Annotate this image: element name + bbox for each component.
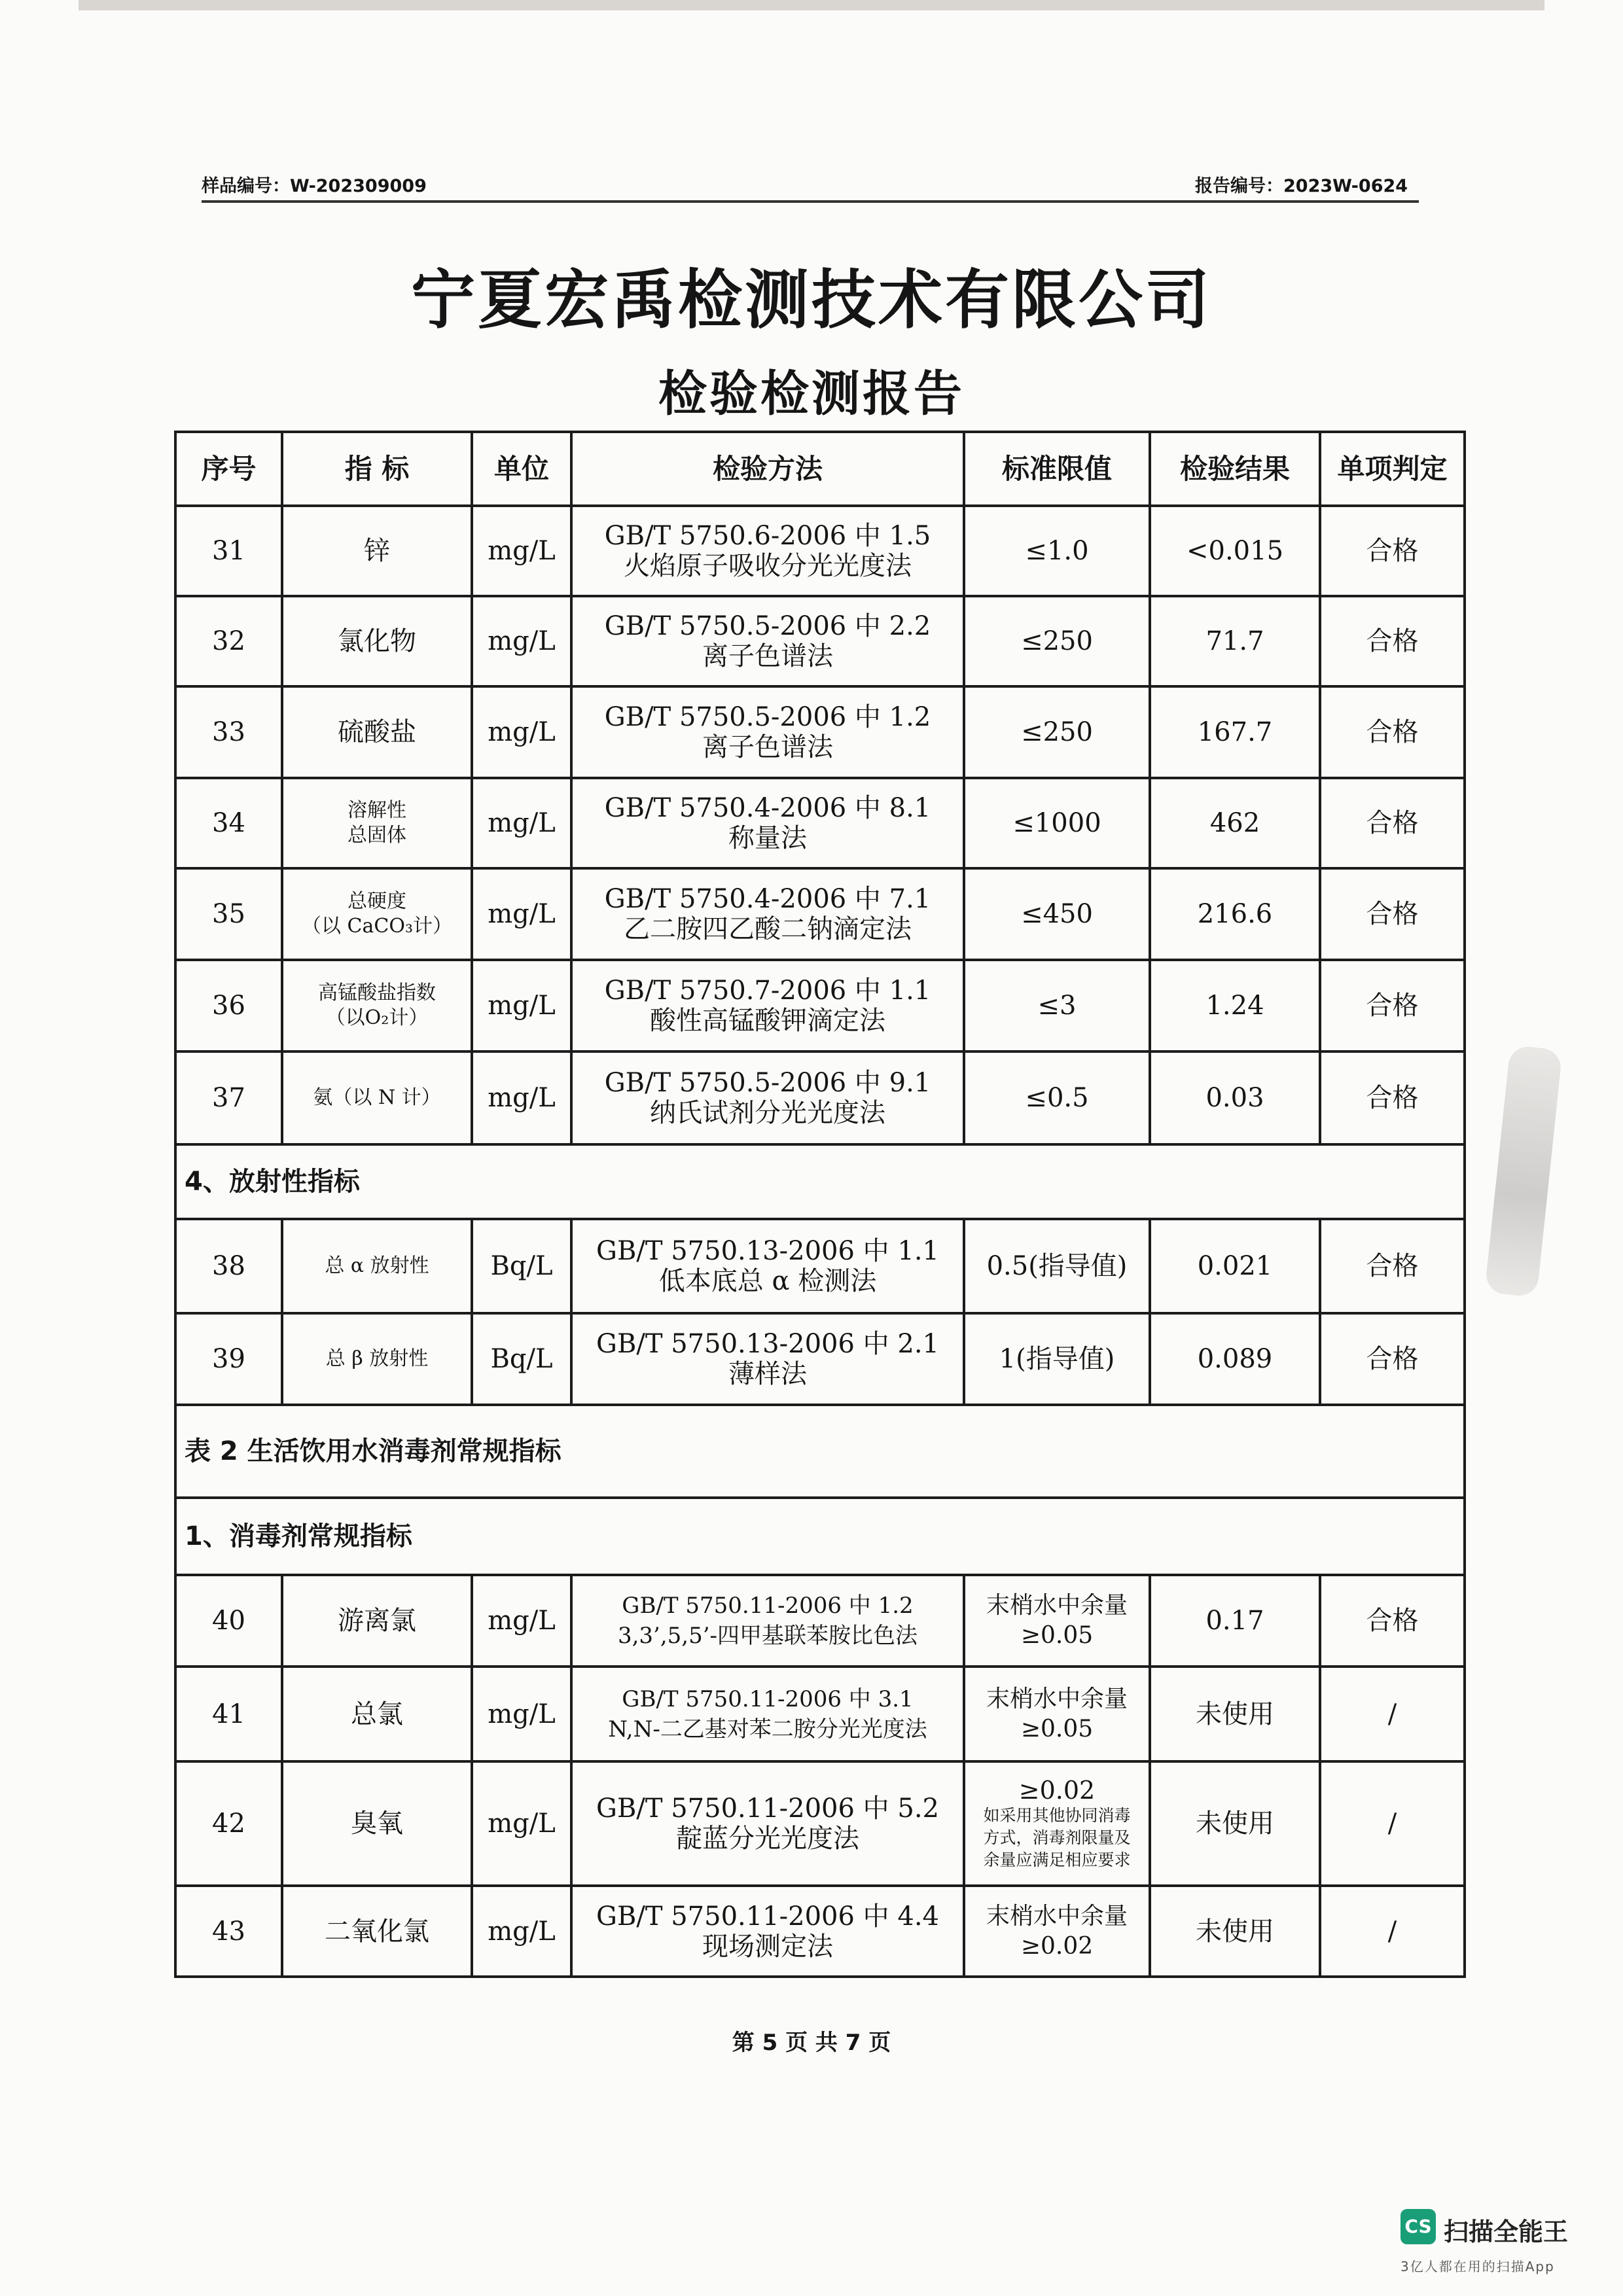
cell-no: 41: [175, 1667, 282, 1761]
cell-item: 锌: [282, 506, 472, 596]
cell-unit: mg/L: [472, 960, 571, 1051]
cell-limit: ≤3: [964, 960, 1150, 1051]
cell-method: GB/T 5750.6-2006 中 1.5 火焰原子吸收分光光度法: [571, 506, 964, 596]
cell-item: 总硬度 （以 CaCO₃计）: [282, 868, 472, 960]
table-row: [175, 686, 1465, 778]
cell-no: 33: [175, 686, 282, 778]
table-row: [175, 1886, 1465, 1977]
col-header-result: 检验结果: [1150, 432, 1320, 506]
cell-judgement: 合格: [1320, 868, 1465, 960]
cell-no: 43: [175, 1886, 282, 1977]
cell-result: <0.015: [1150, 506, 1320, 596]
table-row: [175, 1219, 1465, 1313]
table-row: [175, 960, 1465, 1051]
cell-method: GB/T 5750.11-2006 中 5.2 靛蓝分光光度法: [571, 1761, 964, 1886]
col-header-judgement: 单项判定: [1320, 432, 1465, 506]
cell-limit: ≤1000: [964, 778, 1150, 868]
cell-no: 40: [175, 1575, 282, 1667]
cell-method: GB/T 5750.11-2006 中 3.1 N,N-二乙基对苯二胺分光光度法: [571, 1667, 964, 1761]
cell-unit: mg/L: [472, 868, 571, 960]
cell-no: 37: [175, 1051, 282, 1144]
cell-judgement: 合格: [1320, 1051, 1465, 1144]
cell-limit: 末梢水中余量 ≥0.05: [964, 1575, 1150, 1667]
cell-judgement: /: [1320, 1761, 1465, 1886]
cell-result: 216.6: [1150, 868, 1320, 960]
cell-item: 总 α 放射性: [282, 1219, 472, 1313]
cell-judgement: 合格: [1320, 778, 1465, 868]
cell-unit: mg/L: [472, 506, 571, 596]
cell-item: 游离氯: [282, 1575, 472, 1667]
cell-method: GB/T 5750.4-2006 中 8.1 称量法: [571, 778, 964, 868]
section-row: [175, 1498, 1465, 1575]
cell-method: GB/T 5750.7-2006 中 1.1 酸性高锰酸钾滴定法: [571, 960, 964, 1051]
table-row: [175, 1575, 1465, 1667]
page-footer: 第 5 页 共 7 页: [732, 2030, 891, 2056]
cell-method: GB/T 5750.13-2006 中 2.1 薄样法: [571, 1313, 964, 1405]
cell-item: 总氯: [282, 1667, 472, 1761]
cell-judgement: 合格: [1320, 1575, 1465, 1667]
cell-unit: mg/L: [472, 596, 571, 686]
seal-fragment: [1484, 1045, 1562, 1298]
cell-result: 未使用: [1150, 1667, 1320, 1761]
sample-number: 样品编号：W-202309009: [202, 176, 427, 196]
cell-no: 35: [175, 868, 282, 960]
cell-unit: mg/L: [472, 778, 571, 868]
cell-limit: ≤1.0: [964, 506, 1150, 596]
cell-limit: [964, 1761, 1150, 1886]
cell-judgement: /: [1320, 1886, 1465, 1977]
section-radioactivity: 4、放射性指标: [175, 1144, 1465, 1219]
cell-result: 1.24: [1150, 960, 1320, 1051]
cell-unit: mg/L: [472, 1886, 571, 1977]
cell-result: 167.7: [1150, 686, 1320, 778]
cell-item: 臭氧: [282, 1761, 472, 1886]
cell-unit: mg/L: [472, 1761, 571, 1886]
table-row: [175, 1667, 1465, 1761]
section-row: [175, 1405, 1465, 1498]
cell-limit: 末梢水中余量 ≥0.02: [964, 1886, 1150, 1977]
scan-top-edge: [79, 0, 1544, 10]
cell-method: GB/T 5750.11-2006 中 4.4 现场测定法: [571, 1886, 964, 1977]
cell-item: 氯化物: [282, 596, 472, 686]
cell-judgement: 合格: [1320, 596, 1465, 686]
company-name: 宁夏宏禹检测技术有限公司: [410, 263, 1212, 338]
cell-judgement: 合格: [1320, 960, 1465, 1051]
cell-result: 0.03: [1150, 1051, 1320, 1144]
table-row: [175, 1051, 1465, 1144]
cell-limit: ≤0.5: [964, 1051, 1150, 1144]
table-row: [175, 778, 1465, 868]
table-row: [175, 1761, 1465, 1886]
limit-value: ≥0.02: [1018, 1776, 1096, 1805]
section-table2: 表 2 生活饮用水消毒剂常规指标: [175, 1405, 1465, 1498]
cell-limit: ≤250: [964, 686, 1150, 778]
cell-unit: mg/L: [472, 686, 571, 778]
header-rule: [202, 200, 1419, 203]
table-header-row: [175, 432, 1465, 506]
col-header-unit: 单位: [472, 432, 571, 506]
report-title: 检验检测报告: [658, 366, 965, 422]
cell-item: 氨（以 N 计）: [282, 1051, 472, 1144]
cell-no: 36: [175, 960, 282, 1051]
cell-unit: mg/L: [472, 1667, 571, 1761]
cell-no: 34: [175, 778, 282, 868]
cell-method: GB/T 5750.5-2006 中 2.2 离子色谱法: [571, 596, 964, 686]
cell-no: 42: [175, 1761, 282, 1886]
cell-judgement: /: [1320, 1667, 1465, 1761]
cell-item: 二氧化氯: [282, 1886, 472, 1977]
cell-judgement: 合格: [1320, 1219, 1465, 1313]
cell-unit: Bq/L: [472, 1219, 571, 1313]
cell-method: GB/T 5750.5-2006 中 9.1 纳氏试剂分光光度法: [571, 1051, 964, 1144]
cell-limit: 末梢水中余量 ≥0.05: [964, 1667, 1150, 1761]
cell-judgement: 合格: [1320, 506, 1465, 596]
cell-unit: mg/L: [472, 1575, 571, 1667]
col-header-method: 检验方法: [571, 432, 964, 506]
cell-judgement: 合格: [1320, 686, 1465, 778]
col-header-no: 序号: [175, 432, 282, 506]
table-row: [175, 1313, 1465, 1405]
cell-no: 38: [175, 1219, 282, 1313]
cell-item: 高锰酸盐指数 （以O₂计）: [282, 960, 472, 1051]
cell-method: GB/T 5750.5-2006 中 1.2 离子色谱法: [571, 686, 964, 778]
scanner-logo-icon: CS: [1400, 2209, 1436, 2244]
col-header-item: 指 标: [282, 432, 472, 506]
table-row: [175, 596, 1465, 686]
cell-item: 硫酸盐: [282, 686, 472, 778]
cell-no: 39: [175, 1313, 282, 1405]
cell-result: 未使用: [1150, 1886, 1320, 1977]
cell-item: 溶解性 总固体: [282, 778, 472, 868]
scanner-tagline: 3亿人都在用的扫描App: [1400, 2259, 1555, 2274]
cell-no: 32: [175, 596, 282, 686]
cell-limit: ≤250: [964, 596, 1150, 686]
cell-method: GB/T 5750.13-2006 中 1.1 低本底总 α 检测法: [571, 1219, 964, 1313]
cell-limit: 1(指导值): [964, 1313, 1150, 1405]
scanner-name: 扫描全能王: [1444, 2217, 1569, 2246]
cell-result: 0.089: [1150, 1313, 1320, 1405]
report-table: [174, 431, 1466, 1978]
cell-result: 0.17: [1150, 1575, 1320, 1667]
cell-result: 未使用: [1150, 1761, 1320, 1886]
cell-judgement: 合格: [1320, 1313, 1465, 1405]
table-row: [175, 868, 1465, 960]
cell-method: GB/T 5750.4-2006 中 7.1 乙二胺四乙酸二钠滴定法: [571, 868, 964, 960]
col-header-limit: 标准限值: [964, 432, 1150, 506]
cell-limit: ≤450: [964, 868, 1150, 960]
cell-limit: 0.5(指导值): [964, 1219, 1150, 1313]
section-disinfectant: 1、消毒剂常规指标: [175, 1498, 1465, 1575]
section-row: [175, 1144, 1465, 1219]
cell-no: 31: [175, 506, 282, 596]
cell-item: 总 β 放射性: [282, 1313, 472, 1405]
report-number: 报告编号：2023W-0624: [1195, 176, 1408, 196]
cell-result: 71.7: [1150, 596, 1320, 686]
cell-method: GB/T 5750.11-2006 中 1.2 3,3’,5,5’-四甲基联苯胺比色法: [571, 1575, 964, 1667]
cell-result: 462: [1150, 778, 1320, 868]
cell-result: 0.021: [1150, 1219, 1320, 1313]
table-row: [175, 506, 1465, 596]
cell-unit: mg/L: [472, 1051, 571, 1144]
limit-note: 如采用其他协同消毒 方式，消毒剂限量及 余量应满足相应要求: [983, 1806, 1131, 1869]
cell-unit: Bq/L: [472, 1313, 571, 1405]
